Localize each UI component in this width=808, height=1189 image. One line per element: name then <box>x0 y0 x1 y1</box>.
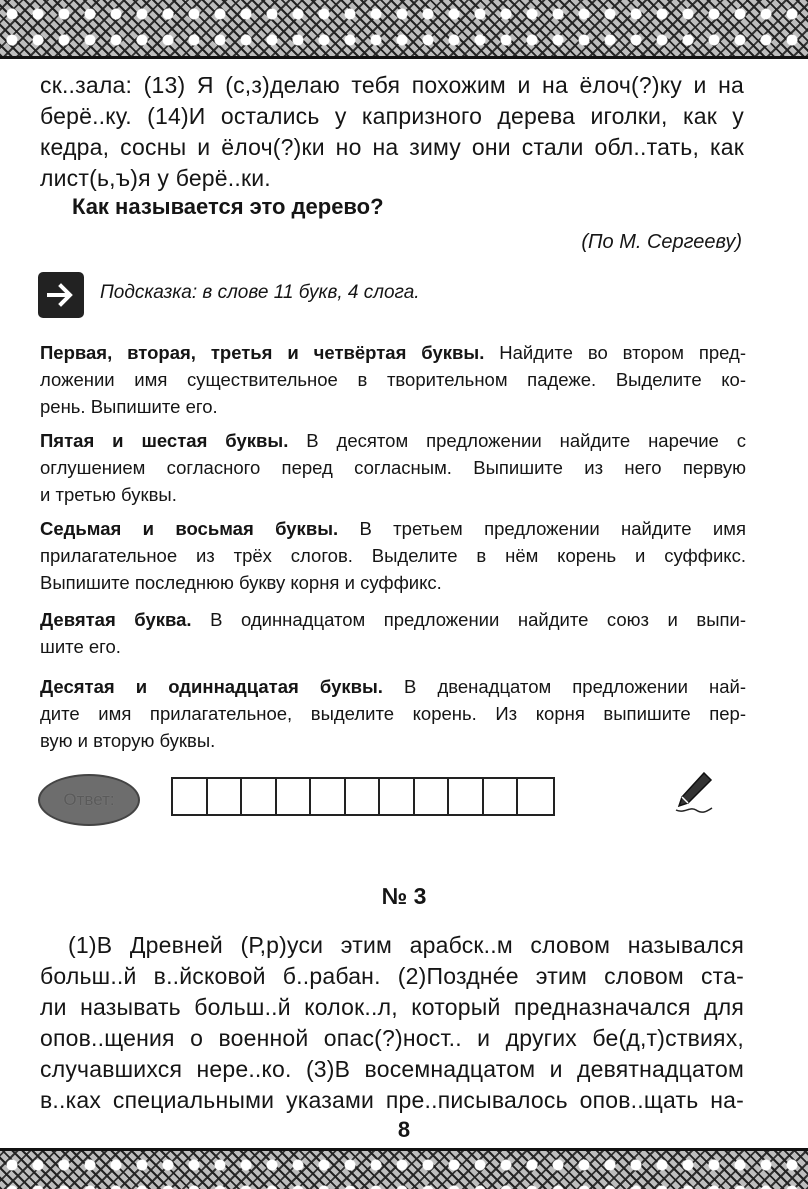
answer-cell[interactable] <box>208 779 243 814</box>
question-title: Как называется это дерево? <box>72 194 384 219</box>
task-text: Найдите во втором пред- <box>484 342 746 363</box>
author-attribution: (По М. Сергееву) <box>581 231 742 253</box>
ornament-top <box>0 0 808 59</box>
answer-cell[interactable] <box>415 779 450 814</box>
answer-cell[interactable] <box>484 779 519 814</box>
task-title: Пятая и шестая буквы. <box>40 430 289 451</box>
task-text: вую и вторую буквы. <box>40 730 216 751</box>
story-line: берё..ку. (14)И остались у капризного дерева иголки, как у <box>40 103 744 129</box>
answer-cell[interactable] <box>311 779 346 814</box>
pencil-icon <box>674 770 714 814</box>
answer-cell[interactable] <box>449 779 484 814</box>
task-text: В десятом предложении найдите наречие с <box>288 430 747 451</box>
answer-cell[interactable] <box>173 779 208 814</box>
task-title: Седьмая и восьмая буквы. <box>40 518 339 539</box>
answer-label: Ответ: <box>38 774 140 826</box>
story-line: больш..й в..йсковой б..рабан. (2)Позднée этим словом ста- <box>40 963 744 989</box>
task-text: В одиннадцатом предложении найдите союз и выпи- <box>191 609 747 630</box>
story-line: лист(ь,ъ)я у берё..ки. <box>40 165 271 191</box>
answer-cell[interactable] <box>518 779 553 814</box>
exercise-number: № 3 <box>381 883 427 909</box>
answer-cell[interactable] <box>346 779 381 814</box>
task-text: В третьем предложении найдите имя <box>338 518 746 539</box>
answer-cell[interactable] <box>277 779 312 814</box>
task-text: Выпишите последнюю букву корня и суффикс. <box>40 572 442 593</box>
answer-cell[interactable] <box>380 779 415 814</box>
task-block <box>40 606 746 660</box>
task-block <box>40 339 746 420</box>
task-title: Десятая и одиннадцатая буквы. <box>40 676 383 697</box>
task-text: В двенадцатом предложении най- <box>382 676 746 697</box>
task-text: оглушением согласного перед согласным. Выпишите из него первую <box>40 457 746 478</box>
task-block <box>40 673 746 754</box>
page-number: 8 <box>397 1117 411 1142</box>
task-text: рень. Выпишите его. <box>40 396 218 417</box>
story-line: (1)В Древней (Р,р)уси этим арабск..м словом назывался <box>68 932 744 958</box>
story-line: опов..щения о военной опас(?)ност.. и других бе(д,т)ствиях, <box>40 1025 744 1051</box>
task-text: дите имя прилагательное, выделите корень. Из корня выпишите пер- <box>40 703 746 724</box>
story-paragraph-1 <box>40 70 744 194</box>
answer-grid[interactable] <box>171 777 555 816</box>
task-text: прилагательное из трёх слогов. Выделите в нём корень и суффикс. <box>40 545 746 566</box>
task-title: Девятая буква. <box>40 609 192 630</box>
answer-cell[interactable] <box>242 779 277 814</box>
task-text: и третью буквы. <box>40 484 177 505</box>
story-line: случавшихся нере..ко. (3)В восемнадцатом и девятнадцатом <box>40 1056 744 1082</box>
hint-text: Подсказка: в слове 11 букв, 4 слога. <box>100 282 420 303</box>
task-title: Первая, вторая, третья и четвёртая буквы. <box>40 342 485 363</box>
story-paragraph-2 <box>40 930 744 1116</box>
task-block <box>40 427 746 508</box>
task-text: ложении имя существительное в творительном падеже. Выделите ко- <box>40 369 746 390</box>
story-line: ли называть больш..й колок..л, который предназначался для <box>40 994 744 1020</box>
story-line: кедра, сосны и ёлоч(?)ки но на зиму они стали обл..тать, как <box>40 134 744 160</box>
task-block <box>40 515 746 596</box>
ornament-bottom <box>0 1148 808 1189</box>
story-line: в..ках специальными указами пре..писывалось опов..щать на- <box>40 1087 744 1113</box>
task-text: шите его. <box>40 636 121 657</box>
hint-arrow-icon <box>38 272 84 318</box>
story-line: ск..зала: (13) Я (с,з)делаю тебя похожим и на ёлоч(?)ку и на <box>40 72 744 98</box>
